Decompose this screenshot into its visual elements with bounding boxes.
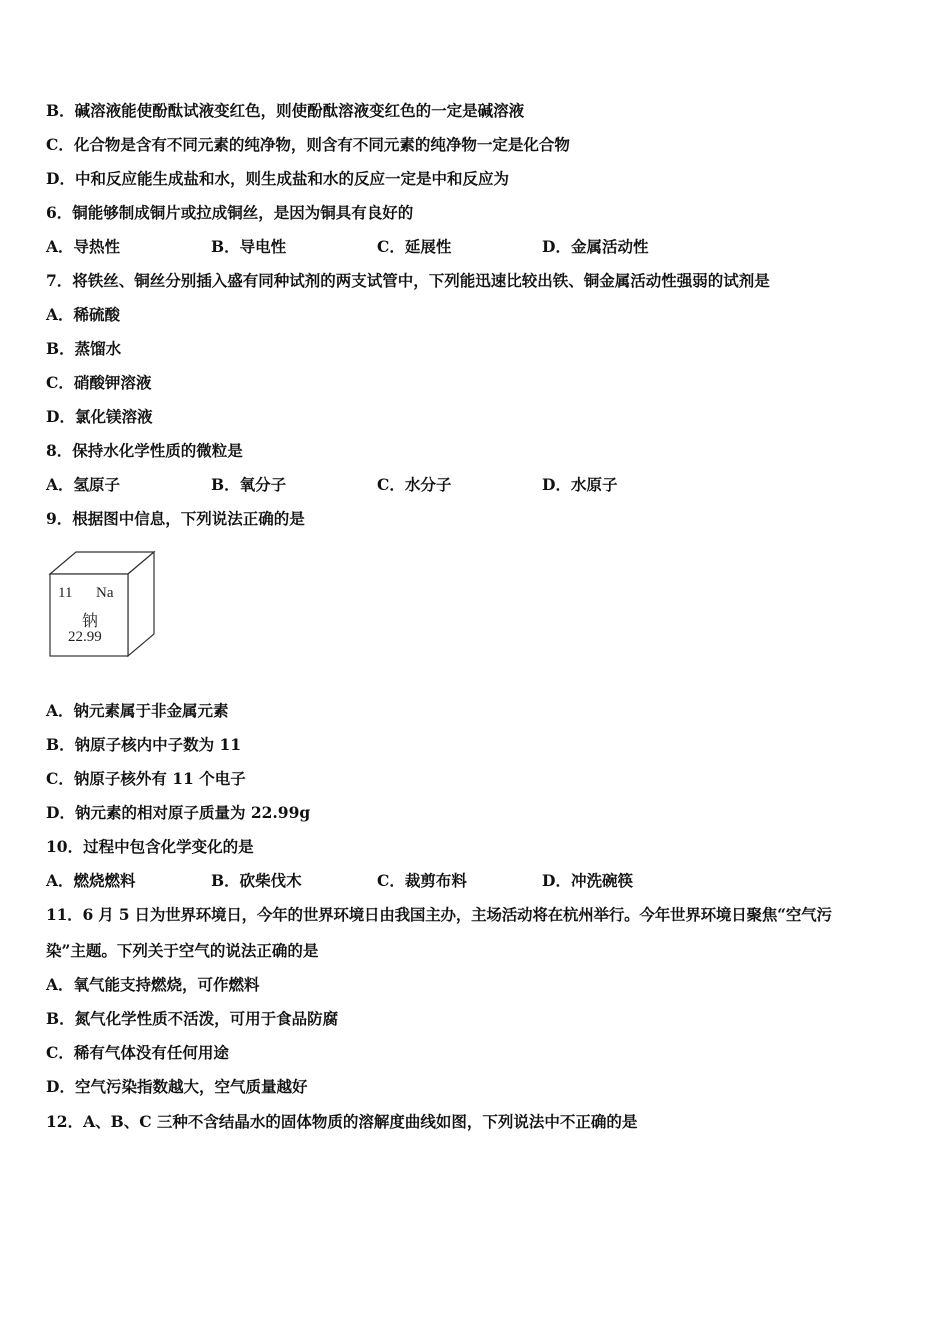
element-card-cube [46,548,158,660]
element-atomic-number: 11 [58,585,73,601]
q6-option-d: D．金属活动性 [542,237,649,256]
q5-option-c: C．化合物是含有不同元素的纯净物，则含有不同元素的纯净物一定是化合物 [46,135,570,154]
q11-option-b: B．氮气化学性质不活泼，可用于食品防腐 [46,1009,339,1028]
q7-option-c: C．硝酸钾溶液 [46,373,152,392]
q5-option-d: D．中和反应能生成盐和水，则生成盐和水的反应一定是中和反应为 [46,169,509,188]
sodium-element-card [46,548,158,660]
q10-stem: 10．过程中包含化学变化的是 [46,837,254,856]
q5-option-b: B．碱溶液能使酚酞试液变红色，则使酚酞溶液变红色的一定是碱溶液 [46,101,525,120]
q6-option-b: B．导电性 [211,237,287,256]
q8-option-d: D．水原子 [542,475,618,494]
q9-option-a: A．钠元素属于非金属元素 [46,701,229,720]
q11-option-d: D．空气污染指数越大，空气质量越好 [46,1077,308,1096]
element-symbol: Na [96,585,114,601]
q8-option-c: C．水分子 [377,475,452,494]
q11-stem-line2: 染”主题。下列关于空气的说法正确的是 [46,941,319,960]
q8-stem: 8．保持水化学性质的微粒是 [46,441,243,460]
q6-option-a: A．导热性 [46,237,121,256]
q8-option-a: A．氢原子 [46,475,121,494]
q7-option-b: B．蒸馏水 [46,339,122,358]
q10-option-a: A．燃烧燃料 [46,871,136,890]
q6-stem: 6．铜能够制成铜片或拉成铜丝，是因为铜具有良好的 [46,203,414,222]
q11-option-c: C．稀有气体没有任何用途 [46,1043,229,1062]
q10-option-d: D．冲洗碗筷 [542,871,633,890]
q9-option-d: D．钠元素的相对原子质量为 22.99g [46,803,311,822]
q11-option-a: A．氧气能支持燃烧，可作燃料 [46,975,260,994]
q9-stem: 9．根据图中信息，下列说法正确的是 [46,509,305,528]
q7-option-d: D．氯化镁溶液 [46,407,153,426]
q9-option-c: C．钠原子核外有 11 个电子 [46,769,246,788]
q8-option-b: B．氧分子 [211,475,287,494]
q10-option-b: B．砍柴伐木 [211,871,302,890]
q12-stem: 12．A、B、C 三种不含结晶水的固体物质的溶解度曲线如图，下列说法中不正确的是 [46,1112,638,1131]
q10-option-c: C．裁剪布料 [377,871,467,890]
q11-stem-line1: 11．6 月 5 日为世界环境日，今年的世界环境日由我国主办，主场活动将在杭州举行。今年世界环境日聚焦“空气污 [46,905,832,924]
q6-option-c: C．延展性 [377,237,452,256]
element-name: 钠 [82,611,99,630]
q9-option-b: B．钠原子核内中子数为 11 [46,735,242,754]
q7-option-a: A．稀硫酸 [46,305,121,324]
q7-stem: 7．将铁丝、铜丝分别插入盛有同种试剂的两支试管中，下列能迅速比较出铁、铜金属活动性强弱的试剂是 [46,271,770,290]
element-atomic-mass: 22.99 [68,629,102,645]
